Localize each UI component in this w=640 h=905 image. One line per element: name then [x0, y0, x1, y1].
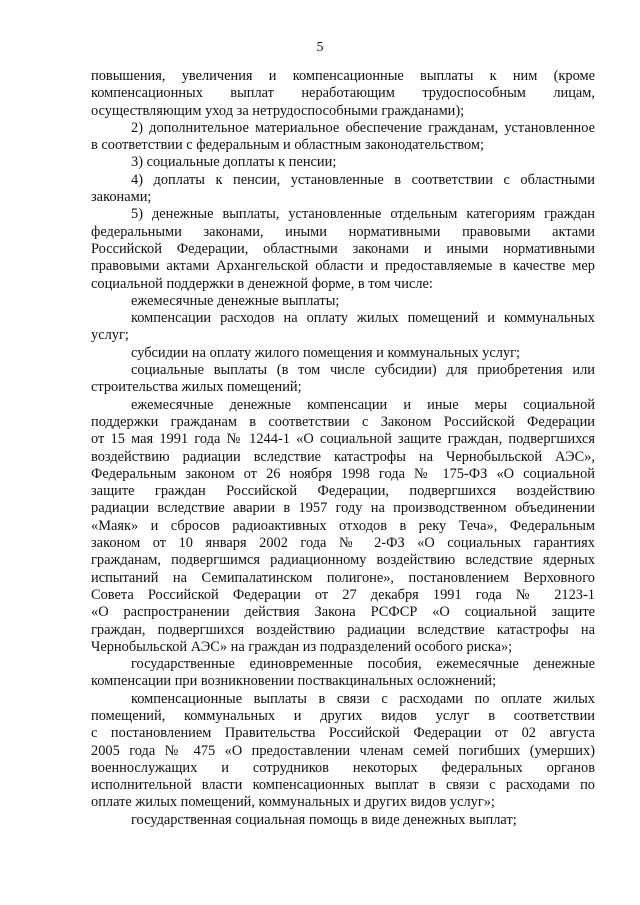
text-line: воздействию радиации вследствие катастрофы на Чернобыльской АЭС»,	[91, 448, 595, 465]
text-line: федеральными законами, иными нормативными правовыми актами	[91, 223, 595, 240]
text-line: 5) денежные выплаты, установленные отдельным категориям граждан	[131, 206, 595, 223]
text-line: повышения, увеличения и компенсационные выплаты к ним (кроме	[91, 68, 595, 84]
text-line: помещений, коммунальных и других видов услуг в соответствии	[91, 707, 595, 724]
text-line: ежемесячные денежные выплаты;	[131, 292, 340, 309]
text-line: Совета Российской Федерации от 27 декабря 1991 года № 2123-1	[91, 586, 595, 603]
text-line: услуг;	[91, 327, 129, 344]
document-body	[91, 68, 595, 829]
text-line: ежемесячные денежные компенсации и иные меры социальной	[131, 396, 595, 413]
text-line: оплате жилых помещений, коммунальных и других видов услуг»;	[91, 794, 495, 811]
text-line: гражданам, подвергшимся радиационному воздействию вследствие ядерных	[91, 552, 595, 569]
text-line: компенсационных выплат неработающим трудоспособным лицам,	[91, 85, 595, 102]
text-line: испытаний на Семипалатинском полигоне», постановлением Верховного	[91, 569, 595, 586]
text-line: компенсации расходов на оплату жилых помещений и коммунальных	[131, 310, 595, 327]
text-line: социальные выплаты (в том числе субсидии) для приобретения или	[131, 362, 595, 379]
text-line: граждан, подвергшихся воздействию радиации вследствие катастрофы на	[91, 621, 595, 638]
text-line: «О распространении действия Закона РСФСР «О социальной защите	[91, 604, 595, 621]
text-line: 4) доплаты к пенсии, установленные в соответствии с областными	[131, 171, 595, 188]
text-line: от 15 мая 1991 года № 1244-1 «О социальной защите граждан, подвергшихся	[91, 431, 595, 448]
text-line: государственные единовременные пособия, ежемесячные денежные	[131, 656, 595, 673]
text-line: субсидии на оплату жилого помещения и коммунальных услуг;	[131, 344, 521, 361]
text-line: социальной поддержки в денежной форме, в том числе:	[91, 275, 433, 292]
text-line: военнослужащих и сотрудников некоторых федеральных органов	[91, 759, 595, 776]
text-line: законами;	[91, 189, 152, 206]
text-line: Российской Федерации, областными законами и иными нормативными	[91, 240, 595, 257]
text-line: радиации вследствие аварии в 1957 году на производственном объединении	[91, 500, 595, 517]
text-line: Федеральным законом от 26 ноября 1998 года № 175-ФЗ «О социальной	[91, 465, 595, 482]
text-line: законом от 10 января 2002 года № 2-ФЗ «О социальных гарантиях	[91, 535, 595, 552]
text-line: в соответствии с федеральным и областным законодательством;	[91, 137, 484, 154]
text-line: 3) социальные доплаты к пенсии;	[131, 154, 337, 171]
text-line: 2005 года № 475 «О предоставлении членам семей погибших (умерших)	[91, 742, 595, 759]
text-line: «Маяк» и сбросов радиоактивных отходов в реку Теча», Федеральным	[91, 517, 595, 534]
text-line: 2) дополнительное материальное обеспечение гражданам, установленное	[131, 119, 595, 136]
text-line: Чернобыльской АЭС» на граждан из подразделений особого риска»;	[91, 638, 513, 655]
text-line: компенсации при возникновении поствакцинальных осложнений;	[91, 673, 497, 690]
text-line: государственная социальная помощь в виде денежных выплат;	[131, 811, 517, 828]
text-line: поддержки гражданам в соответствии с Законом Российской Федерации	[91, 413, 595, 430]
page-number: 5	[316, 40, 324, 55]
text-line: осуществляющим уход за нетрудоспособными гражданами);	[91, 102, 465, 119]
text-line: с постановлением Правительства Российской Федерации от 02 августа	[91, 725, 595, 742]
text-line: компенсационные выплаты в связи с расходами по оплате жилых	[131, 690, 595, 707]
text-line: строительства жилых помещений;	[91, 379, 302, 396]
text-line: исполнительной власти компенсационных выплат в связи с расходами по	[91, 777, 595, 794]
text-line: правовыми актами Архангельской области и предоставляемые в качестве мер	[91, 258, 595, 275]
text-line: защите граждан Российской Федерации, подвергшихся воздействию	[91, 483, 595, 500]
